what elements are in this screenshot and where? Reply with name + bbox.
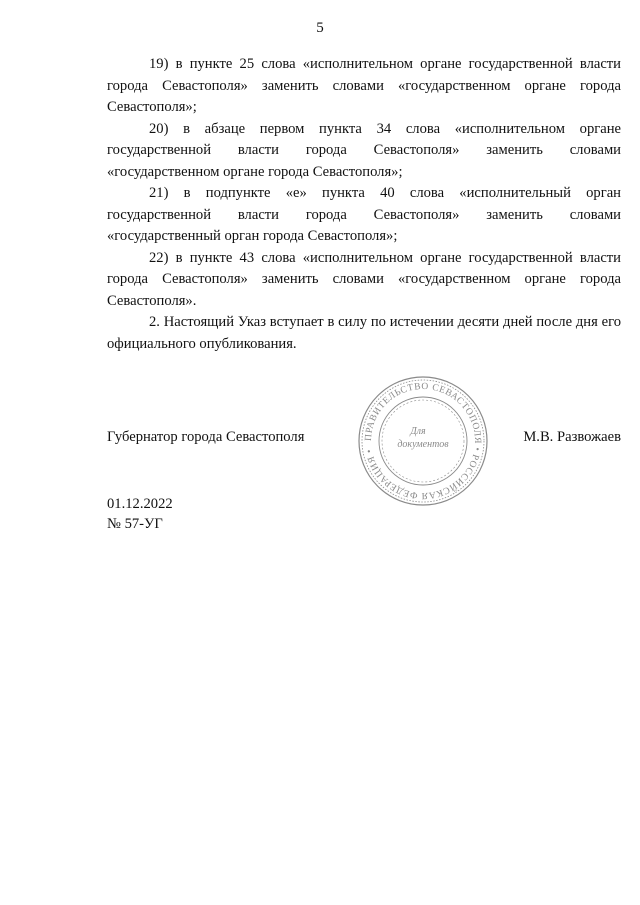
signer-name: М.В. Развожаев — [523, 429, 621, 445]
document-number: № 57-УГ — [107, 516, 163, 532]
document-date: 01.12.2022 — [107, 496, 173, 512]
paragraph-21: 21) в подпункте «е» пункта 40 слова «исполнительный орган государственной власти города Севастополя» заменить словами «государственный орган города Севастополя»; — [107, 185, 621, 244]
paragraph-effective-date: 2. Настоящий Указ вступает в силу по истечении десяти дней после дня его официального опубликования. — [107, 314, 621, 352]
seal-outer-text: ПРАВИТЕЛЬСТВО СЕВАСТОПОЛЯ • РОССИЙСКАЯ ФЕДЕРАЦИЯ • — [363, 381, 483, 501]
signer-position: Губернатор города Севастополя — [107, 429, 305, 445]
paragraph-22: 22) в пункте 43 слова «исполнительном органе государственной власти города Севастополя» заменить словами «государственном органе города Севастополя». — [107, 249, 621, 309]
seal-center-text-2: документов — [397, 439, 449, 450]
seal-center-text-1: Для — [410, 426, 426, 437]
paragraph-19: 19) в пункте 25 слова «исполнительном органе государственной власти города Севастополя» заменить словами «государственном органе города Севастополя»; — [107, 56, 621, 115]
document-details — [107, 494, 173, 534]
page-number: 5 — [316, 20, 324, 36]
document-body — [107, 54, 621, 355]
paragraph-20: 20) в абзаце первом пункта 34 слова «исполнительном органе государственной власти города Севастополя» заменить словами «государственном органе города Севастополя»; — [107, 120, 621, 180]
official-seal-stamp — [356, 374, 490, 508]
